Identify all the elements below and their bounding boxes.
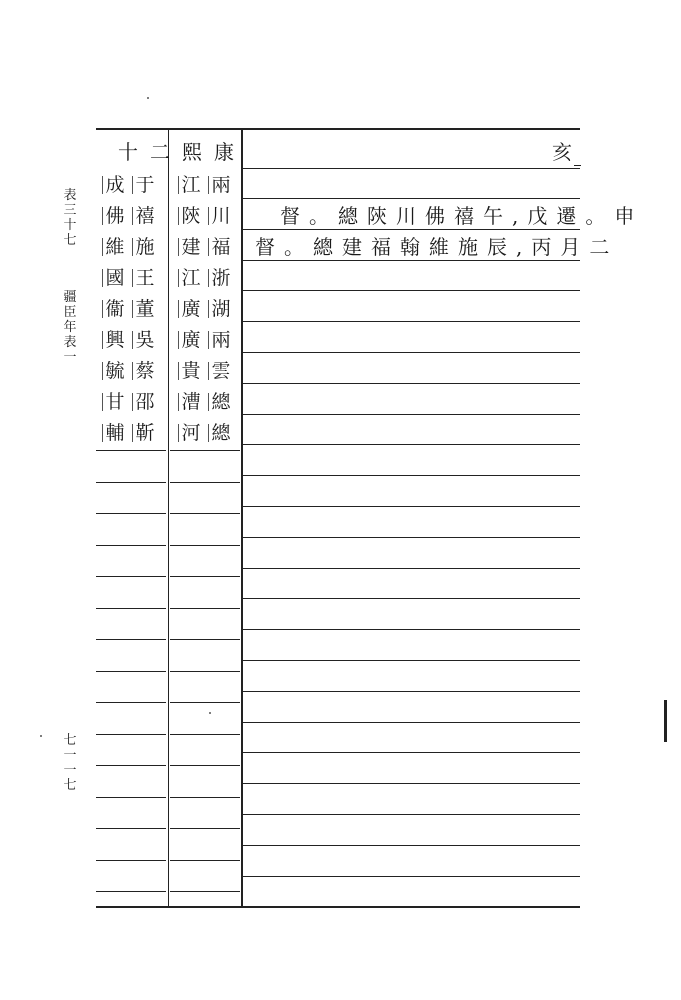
cell-tick (132, 424, 133, 442)
post-char: 陝 (181, 205, 201, 227)
reign-char: 十 (118, 140, 150, 164)
cell-tick (102, 238, 103, 256)
post-char: 蔡 (135, 360, 155, 382)
cell-tick (208, 300, 209, 318)
entry-row-rule (243, 752, 580, 753)
post-char: 甘 (105, 391, 125, 413)
post-char: 維 (105, 236, 125, 258)
post-char: 成 (105, 174, 125, 196)
left-row-rule (170, 891, 240, 892)
reign-char: 熙 (182, 140, 214, 164)
left-row-rule (170, 860, 240, 861)
edge-mark (664, 700, 667, 742)
entry-row-rule (243, 321, 580, 322)
post-char: 建 (181, 236, 201, 258)
entry-row-rule (243, 845, 580, 846)
entry-row-rule (243, 814, 580, 815)
cell-tick (102, 176, 103, 194)
post-char: 兩 (211, 174, 231, 196)
left-row-rule (170, 797, 240, 798)
reign-char: 康 (214, 140, 246, 164)
cell-tick (132, 207, 133, 225)
entry-row-rule (243, 722, 580, 723)
left-row-rule (96, 891, 166, 892)
post-char: 吳 (135, 329, 155, 351)
entry-row-rule (243, 444, 580, 445)
cell-tick (132, 300, 133, 318)
cell-tick (208, 362, 209, 380)
left-row-rule (170, 450, 240, 451)
page-number: 七一一七 (63, 733, 77, 793)
entry-row-rule (243, 691, 580, 692)
post-char: 總 (211, 391, 231, 413)
post-char: 福 (211, 236, 231, 258)
cell-tick (208, 424, 209, 442)
cell-tick (132, 362, 133, 380)
cell-tick (102, 331, 103, 349)
post-char: 興 (105, 329, 125, 351)
cell-tick (102, 269, 103, 287)
cell-tick (208, 269, 209, 287)
post-char: 兩 (211, 329, 231, 351)
entry-row-rule (243, 383, 580, 384)
entry-row-rule (243, 290, 580, 291)
left-row-rule (96, 576, 166, 577)
scan-speck (147, 97, 149, 99)
entry-row-rule (243, 414, 580, 415)
left-row-rule (96, 450, 166, 451)
post-char: 湖 (211, 298, 231, 320)
scan-speck (40, 735, 42, 737)
entry-row-rule (243, 876, 580, 877)
left-row-rule (170, 545, 240, 546)
post-char: 邵 (135, 391, 155, 413)
cell-tick (132, 176, 133, 194)
cell-tick (102, 393, 103, 411)
cell-tick (178, 238, 179, 256)
cell-tick (102, 300, 103, 318)
left-row-rule (170, 702, 240, 703)
left-row-rule (96, 671, 166, 672)
left-row-rule (96, 828, 166, 829)
left-row-rule (96, 639, 166, 640)
entry-row-rule (243, 568, 580, 569)
entry-row-rule (243, 475, 580, 476)
cell-tick (132, 393, 133, 411)
post-char: 靳 (135, 422, 155, 444)
left-row-rule (170, 482, 240, 483)
left-row-rule (96, 608, 166, 609)
cell-tick (208, 207, 209, 225)
post-char: 廣 (181, 298, 201, 320)
left-row-rule (170, 765, 240, 766)
entry-row-rule (243, 537, 580, 538)
post-char: 王 (135, 267, 155, 289)
post-char: 衞 (105, 298, 125, 320)
entry-row-rule (243, 198, 580, 199)
cell-tick (208, 393, 209, 411)
post-char: 佛 (105, 205, 125, 227)
entry-row-3: 督。總建福翰維施辰,丙月二 (255, 235, 619, 259)
cell-tick (132, 269, 133, 287)
scan-speck (209, 712, 211, 714)
left-row-rule (96, 702, 166, 703)
left-row-rule (170, 639, 240, 640)
table-number: 表三十七 (63, 188, 77, 248)
post-char: 漕 (181, 391, 201, 413)
left-row-rule (170, 608, 240, 609)
left-row-rule (170, 671, 240, 672)
left-row-rule (170, 828, 240, 829)
post-char: 于 (135, 174, 155, 196)
post-char: 毓 (105, 360, 125, 382)
column-divider-left (168, 128, 169, 906)
post-char: 川 (211, 205, 231, 227)
section-title: 疆臣年表一 (63, 290, 77, 365)
left-row-rule (96, 860, 166, 861)
column-divider-main (241, 128, 243, 906)
cell-tick (102, 207, 103, 225)
header-rule (241, 168, 580, 169)
cell-tick (178, 393, 179, 411)
cell-tick (208, 331, 209, 349)
post-char: 廣 (181, 329, 201, 351)
table-bottom-rule (96, 906, 580, 908)
post-char: 施 (135, 236, 155, 258)
left-row-rule (96, 482, 166, 483)
left-row-rule (96, 765, 166, 766)
cell-tick (102, 362, 103, 380)
entry-row-2: 督。總陝川佛禧午,戊遷。申 (280, 204, 644, 228)
post-char: 輔 (105, 422, 125, 444)
cell-tick (208, 238, 209, 256)
year-underline (574, 165, 581, 166)
cell-tick (178, 207, 179, 225)
reign-char: 二 (150, 140, 182, 164)
cell-tick (178, 424, 179, 442)
post-char: 董 (135, 298, 155, 320)
post-char: 河 (181, 422, 201, 444)
left-row-rule (170, 513, 240, 514)
left-row-rule (96, 513, 166, 514)
cell-tick (132, 238, 133, 256)
cell-tick (178, 269, 179, 287)
entry-row-rule (243, 229, 580, 230)
entry-row-rule (243, 660, 580, 661)
cell-tick (208, 176, 209, 194)
entry-row-rule (243, 629, 580, 630)
cell-tick (178, 362, 179, 380)
cell-tick (178, 300, 179, 318)
cell-tick (178, 176, 179, 194)
post-char: 江 (181, 267, 201, 289)
entry-row-rule (243, 783, 580, 784)
year-label: 亥 (552, 140, 572, 164)
left-row-rule (170, 576, 240, 577)
entry-row-rule (243, 506, 580, 507)
post-char: 浙 (211, 267, 231, 289)
left-row-rule (170, 734, 240, 735)
post-char: 禧 (135, 205, 155, 227)
post-char: 貴 (181, 360, 201, 382)
post-char: 江 (181, 174, 201, 196)
post-char: 總 (211, 422, 231, 444)
post-char: 國 (105, 267, 125, 289)
cell-tick (132, 331, 133, 349)
left-row-rule (96, 734, 166, 735)
reign-title (118, 142, 246, 162)
post-char: 雲 (211, 360, 231, 382)
cell-tick (102, 424, 103, 442)
left-row-rule (96, 545, 166, 546)
entry-row-rule (243, 260, 580, 261)
cell-tick (178, 331, 179, 349)
left-row-rule (96, 797, 166, 798)
entry-row-rule (243, 598, 580, 599)
entry-row-rule (243, 352, 580, 353)
